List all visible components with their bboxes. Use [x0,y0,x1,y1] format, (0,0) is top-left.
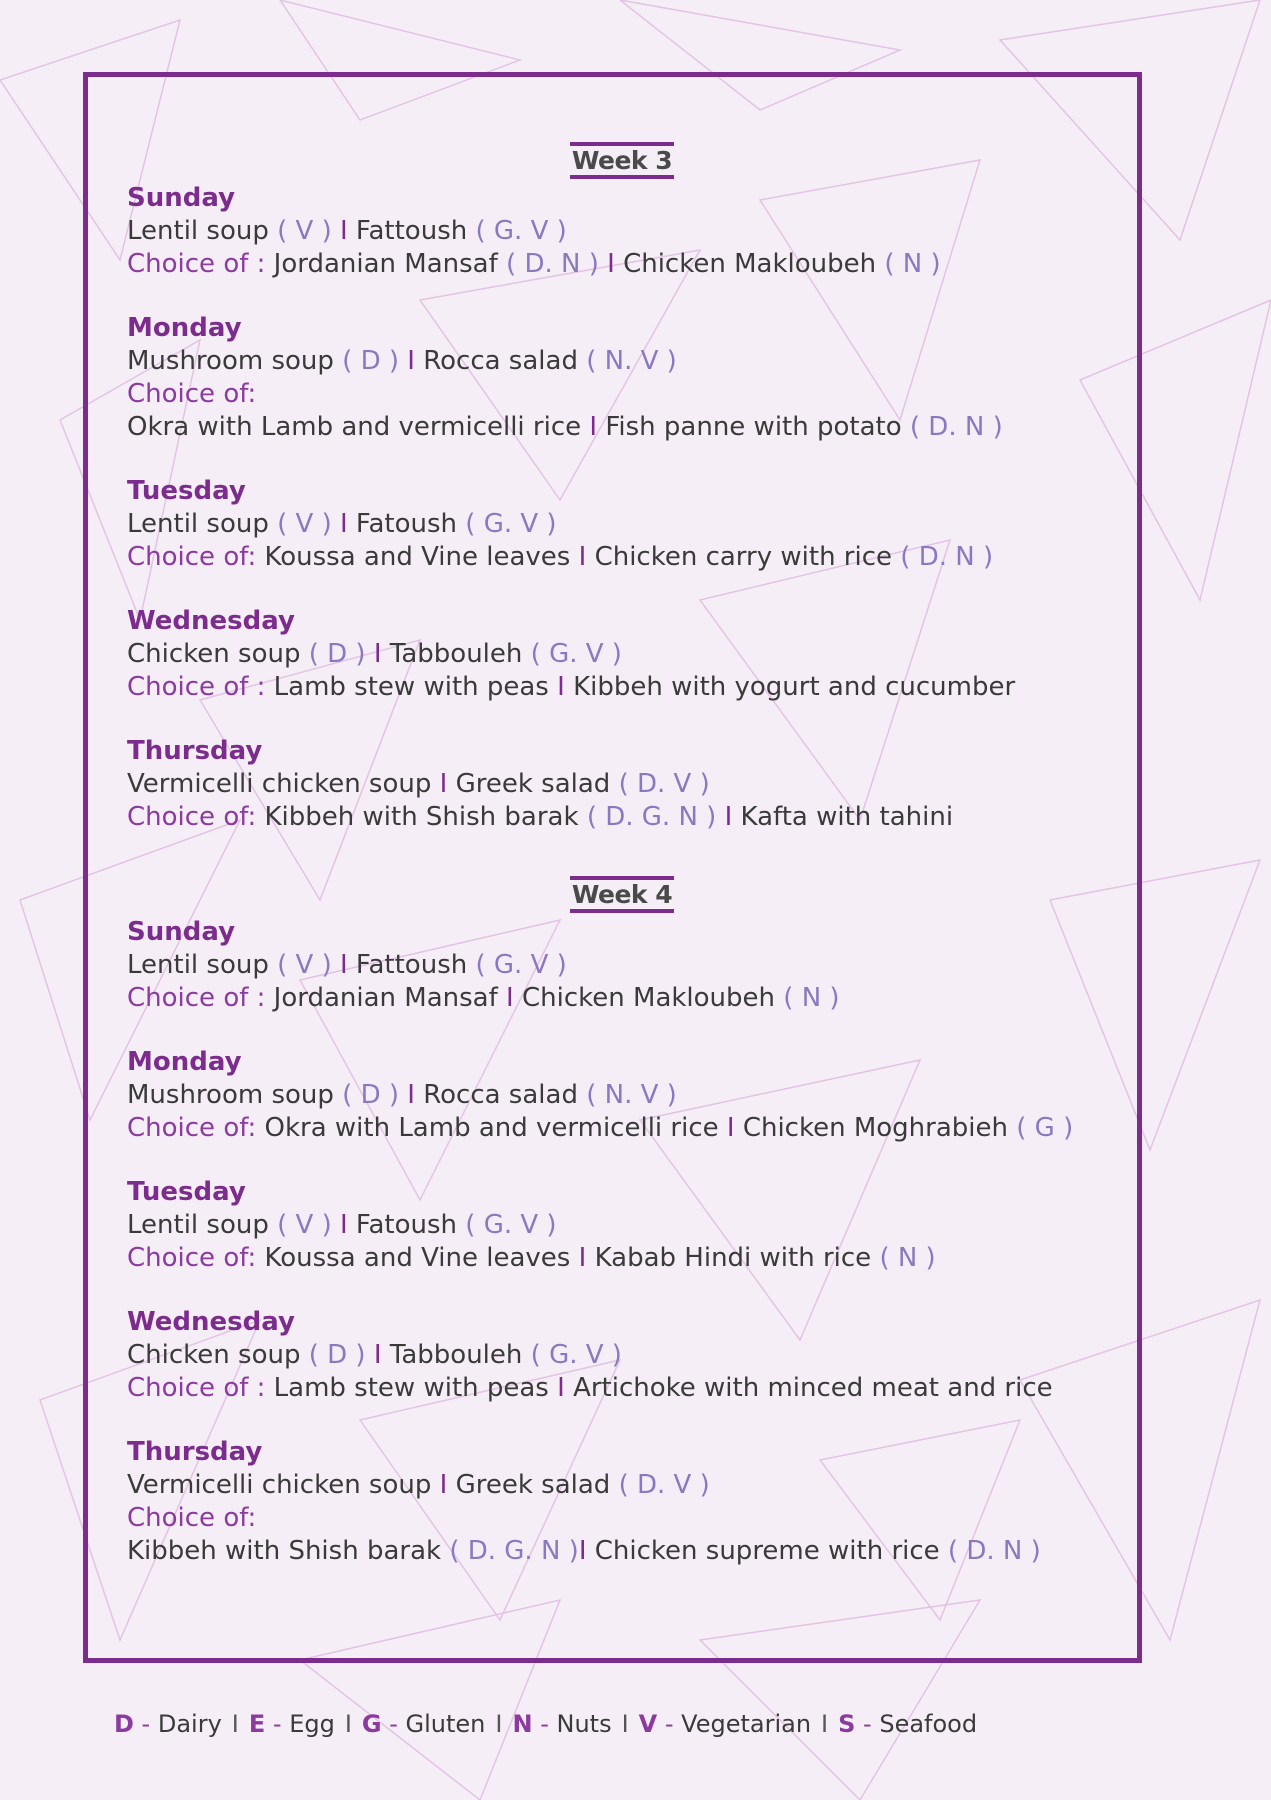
choice-label: Choice of: [127,1503,257,1533]
allergen-tag: ( G. V ) [475,950,567,980]
allergen-tag: ( V ) [277,216,340,246]
menu-content [127,140,1117,1599]
dish-name: Kafta with tahini [740,802,954,832]
menu-line [127,949,1117,982]
menu-line [127,671,1117,704]
legend-separator: I [495,1710,503,1738]
allergen-tag: ( D. G. N ) [586,802,725,832]
dish-name: Kabab Hindi with rice [594,1243,880,1273]
legend-label: Dairy [157,1710,222,1738]
dish-name: Okra with Lamb and vermicelli rice [127,412,590,442]
dish-name: Chicken Makloubeh [623,249,885,279]
day-name: Thursday [127,1437,263,1467]
legend-separator: I [621,1710,629,1738]
day-block [127,1306,1117,1405]
menu-line [127,215,1117,248]
allergen-tag: ( G. V ) [475,216,567,246]
menu-line [127,1502,1117,1535]
choice-label: Choice of: [127,1243,265,1273]
dish-name: Mushroom soup [127,346,343,376]
dish-name: Lentil soup [127,216,278,246]
allergen-tag: ( V ) [277,1210,340,1240]
week-title-text: Week 3 [570,140,674,182]
legend-key: D [114,1710,134,1738]
separator: I [339,216,356,246]
dish-name: Koussa and Vine leaves [264,1243,579,1273]
allergen-tag: ( V ) [277,509,340,539]
dish-name: Fattoush [355,216,476,246]
menu-line [127,541,1117,574]
allergen-tag: ( D. V ) [618,1470,710,1500]
dish-name: Jordanian Mansaf [273,983,507,1013]
allergen-tag: ( N. V ) [586,1080,677,1110]
dish-name: Greek salad [455,1470,619,1500]
allergen-tag: ( G. V ) [530,639,622,669]
allergen-legend [114,1710,1114,1738]
day-name: Sunday [127,183,236,213]
allergen-tag: ( D ) [308,639,374,669]
separator: I [373,1340,390,1370]
choice-label: Choice of : [127,1373,274,1403]
menu-line [127,411,1117,444]
separator: I [339,1210,356,1240]
dish-name: Chicken soup [127,1340,309,1370]
allergen-tag: ( G. V ) [465,509,557,539]
separator: I [578,542,595,572]
choice-label: Choice of: [127,1113,265,1143]
separator: I [724,802,741,832]
separator: I [557,672,574,702]
day-name: Monday [127,1047,242,1077]
legend-dash: - [855,1710,880,1738]
day-block [127,735,1117,834]
menu-line [127,1112,1117,1145]
menu-line [127,1535,1117,1568]
menu-line [127,1469,1117,1502]
week-title [127,140,1117,182]
allergen-tag: ( N. V ) [586,346,677,376]
dish-name: Kibbeh with yogurt and cucumber [573,672,1016,702]
dish-name: Lentil soup [127,950,278,980]
menu-line [127,248,1117,281]
dish-name: Tabbouleh [389,1340,531,1370]
dish-name: Lamb stew with peas [273,672,558,702]
day-name: Monday [127,313,242,343]
legend-separator: I [821,1710,829,1738]
legend-dash: - [381,1710,406,1738]
menu-line [127,1079,1117,1112]
allergen-tag: ( D. N ) [909,412,1003,442]
allergen-tag: ( D. N ) [900,542,994,572]
separator: I [339,950,356,980]
day-block [127,916,1117,1015]
day-name: Tuesday [127,1177,246,1207]
choice-label: Choice of : [127,672,274,702]
menu-line [127,768,1117,801]
choice-label: Choice of: [127,379,257,409]
dish-name: Fattoush [355,950,476,980]
allergen-tag: ( D ) [308,1340,374,1370]
dish-name: Fatoush [355,1210,466,1240]
legend-key: E [248,1710,266,1738]
allergen-tag: ( D ) [342,346,408,376]
allergen-tag: ( G ) [1016,1113,1074,1143]
dish-name: Lentil soup [127,1210,278,1240]
separator: I [578,1536,595,1566]
dish-name: Fish panne with potato [605,412,910,442]
separator: I [373,639,390,669]
dish-name: Kibbeh with Shish barak [264,802,587,832]
legend-label: Vegetarian [681,1710,812,1738]
allergen-tag: ( N ) [879,1243,936,1273]
choice-label: Choice of: [127,542,265,572]
legend-key: N [512,1710,533,1738]
dish-name: Kibbeh with Shish barak [127,1536,450,1566]
menu-line [127,378,1117,411]
dish-name: Lamb stew with peas [273,1373,558,1403]
menu-line [127,345,1117,378]
separator: I [506,983,522,1013]
legend-dash: - [265,1710,290,1738]
allergen-tag: ( D. G. N ) [449,1536,579,1566]
dish-name: Vermicelli chicken soup [127,1470,440,1500]
choice-label: Choice of : [127,249,274,279]
menu-line [127,1242,1117,1275]
legend-label: Egg [289,1710,335,1738]
dish-name: Rocca salad [423,346,587,376]
day-block [127,475,1117,574]
dish-name: Okra with Lamb and vermicelli rice [264,1113,727,1143]
dish-name: Rocca salad [423,1080,587,1110]
day-block [127,312,1117,444]
menu-line [127,508,1117,541]
legend-separator: I [231,1710,239,1738]
allergen-tag: ( N ) [783,983,840,1013]
dish-name: Fatoush [355,509,466,539]
separator: I [726,1113,743,1143]
allergen-tag: ( D. N ) [506,249,608,279]
legend-key: V [638,1710,658,1738]
legend-dash: - [133,1710,158,1738]
separator: I [578,1243,595,1273]
legend-separator: I [344,1710,352,1738]
choice-label: Choice of: [127,802,265,832]
menu-line [127,1209,1117,1242]
dish-name: Mushroom soup [127,1080,343,1110]
legend-label: Seafood [879,1710,978,1738]
dish-name: Chicken carry with rice [594,542,901,572]
legend-label: Gluten [405,1710,486,1738]
day-name: Thursday [127,736,263,766]
allergen-tag: ( D ) [342,1080,408,1110]
day-block [127,182,1117,281]
separator: I [439,769,456,799]
legend-dash: - [532,1710,557,1738]
allergen-tag: ( N ) [884,249,941,279]
dish-name: Chicken Makloubeh [521,983,784,1013]
dish-name: Koussa and Vine leaves [264,542,579,572]
day-name: Sunday [127,917,236,947]
legend-dash: - [657,1710,682,1738]
separator: I [407,1080,424,1110]
separator: I [439,1470,456,1500]
day-name: Wednesday [127,606,295,636]
dish-name: Jordanian Mansaf [273,249,507,279]
separator: I [589,412,606,442]
day-block [127,605,1117,704]
day-block [127,1046,1117,1145]
menu-line [127,1339,1117,1372]
menu-line [127,638,1117,671]
choice-label: Choice of : [127,983,274,1013]
separator: I [407,346,424,376]
dish-name: Chicken Moghrabieh [742,1113,1017,1143]
allergen-tag: ( D. V ) [618,769,710,799]
day-block [127,1436,1117,1568]
menu-line [127,982,1117,1015]
allergen-tag: ( G. V ) [465,1210,557,1240]
allergen-tag: ( V ) [277,950,340,980]
menu-line [127,801,1117,834]
legend-key: S [838,1710,856,1738]
dish-name: Artichoke with minced meat and rice [573,1373,1053,1403]
day-name: Tuesday [127,476,246,506]
dish-name: Chicken supreme with rice [594,1536,948,1566]
dish-name: Lentil soup [127,509,278,539]
separator: I [557,1373,574,1403]
separator: I [339,509,356,539]
dish-name: Greek salad [455,769,619,799]
day-block [127,1176,1117,1275]
separator: I [607,249,624,279]
allergen-tag: ( D. N ) [947,1536,1041,1566]
allergen-tag: ( G. V ) [530,1340,622,1370]
week-title-text: Week 4 [570,874,674,916]
day-name: Wednesday [127,1307,295,1337]
legend-label: Nuts [556,1710,612,1738]
week-title [127,874,1117,916]
dish-name: Chicken soup [127,639,309,669]
legend-key: G [361,1710,382,1738]
menu-line [127,1372,1117,1405]
dish-name: Tabbouleh [389,639,531,669]
dish-name: Vermicelli chicken soup [127,769,440,799]
